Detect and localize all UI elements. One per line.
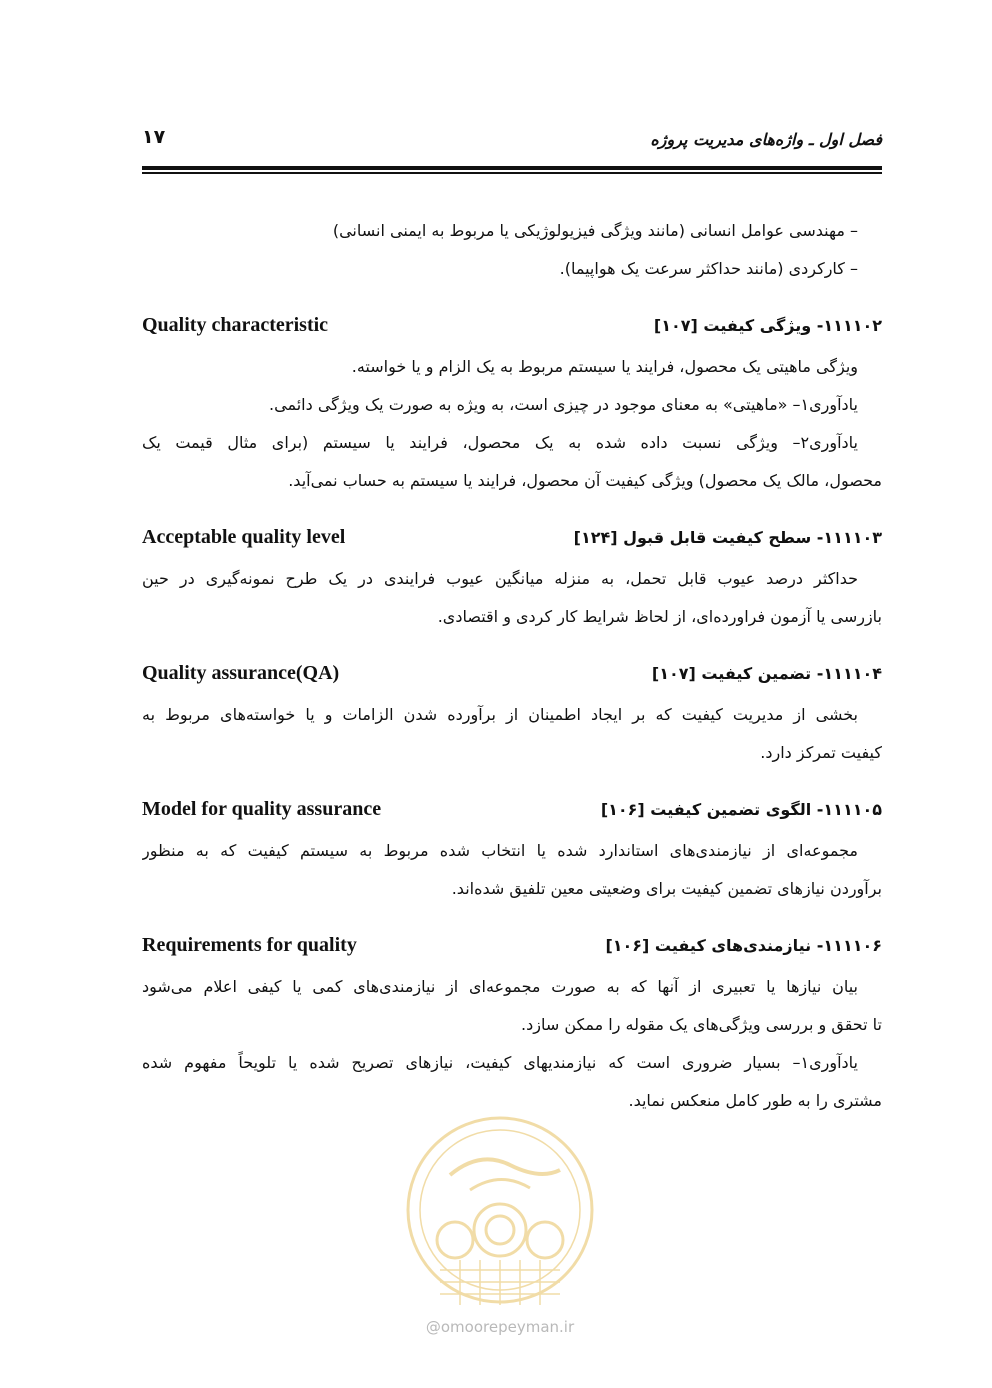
term-title-en: Model for quality assurance — [142, 798, 382, 820]
term-title-fa: ۱۱۱۱۰۲- ویژگی کیفیت [۱۰۷] — [653, 316, 882, 335]
term-title-fa: ۱۱۱۱۰۴- تضمین کیفیت [۱۰۷] — [651, 664, 882, 683]
term-heading — [142, 518, 882, 556]
definition-text: مجموعه‌ای از نیازمندی‌های استاندارد شده یا انتخاب شده مربوط به سیستم کیفیت که به منظور — [142, 841, 858, 860]
term-heading — [142, 654, 882, 692]
term-title-en: Quality assurance(QA) — [142, 662, 340, 684]
watermark-url: @omoorepeyman.ir — [425, 1318, 575, 1336]
chapter-title: فصل اول ـ واژه‌های مدیریت پروژه — [650, 130, 882, 149]
term-title-en: Requirements for quality — [142, 934, 357, 956]
note-text-continued: مشتری را به طور کامل منعکس نماید. — [628, 1091, 882, 1110]
term-heading — [142, 790, 882, 828]
definition-text: حداکثر درصد عیوب قابل تحمل، به منزله میانگین عیوب فرایندی در یک طرح نمونه‌گیری در حین — [142, 569, 858, 588]
definition-text-continued: بازرسی یا آزمون فراورده‌ای، از لحاظ شرایط کار کردی و اقتصادی. — [437, 607, 882, 626]
watermark-logo — [400, 1110, 600, 1310]
term-heading — [142, 306, 882, 344]
note-text-continued: محصول، مالک یک محصول) ویژگی کیفیت آن محصول، فرایند یا سیستم به حساب نمی‌آید. — [288, 471, 882, 490]
note-text: یادآوری۱– «ماهیتی» به معنای موجود در چیزی است، به ویژه به صورت یک ویژگی دائمی. — [269, 395, 858, 414]
term-title-fa: ۱۱۱۱۰۶- نیازمندی‌های کیفیت [۱۰۶] — [605, 936, 882, 955]
page-body — [142, 212, 882, 1120]
term-title-fa: ۱۱۱۱۰۳- سطح کیفیت قابل قبول [۱۲۴] — [573, 528, 882, 547]
definition-text: ویژگی ماهیتی یک محصول، فرایند یا سیستم مربوط به یک الزام و یا خواسته. — [351, 357, 858, 376]
header-rule-thin — [142, 172, 882, 174]
note-text: یادآوری۱– بسیار ضروری است که نیازمندیهای کیفیت، نیازهای تصریح شده یا تلویحاً مفهوم شده — [142, 1053, 858, 1072]
term-heading — [142, 926, 882, 964]
header-rule-thick — [142, 166, 882, 170]
page-number: ۱۷ — [142, 126, 166, 148]
definition-text: بخشی از مدیریت کیفیت که بر ایجاد اطمینان از برآورده شدن الزامات و یا خواسته‌های مربوط به — [142, 705, 858, 724]
page-header — [142, 126, 882, 160]
definition-text-continued: کیفیت تمرکز دارد. — [760, 743, 882, 762]
intro-bullet-ergonomic: – مهندسی عوامل انسانی (مانند ویژگی فیزیولوژیکی یا مربوط به ایمنی انسانی) — [332, 221, 858, 240]
definition-text-continued: تا تحقق و بررسی ویژگی‌های یک مقوله را ممکن سازد. — [521, 1015, 882, 1034]
term-title-en: Quality characteristic — [142, 314, 329, 336]
term-title-fa: ۱۱۱۱۰۵- الگوی تضمین کیفیت [۱۰۶] — [600, 800, 882, 819]
note-text: یادآوری۲– ویژگی نسبت داده شده به یک محصول، فرایند یا سیستم (برای مثال قیمت یک — [142, 433, 858, 452]
definition-text-continued: برآوردن نیازهای تضمین کیفیت برای وضعیتی معین تلفیق شده‌اند. — [451, 879, 882, 898]
term-title-en: Acceptable quality level — [142, 526, 346, 548]
intro-bullet-functional: – کارکردی (مانند حداکثر سرعت یک هواپیما). — [559, 259, 858, 278]
definition-text: بیان نیازها یا تعبیری از آنها که به صورت مجموعه‌ای از نیازمندی‌های کمی یا کیفی اعلام می‌شود — [142, 977, 858, 996]
